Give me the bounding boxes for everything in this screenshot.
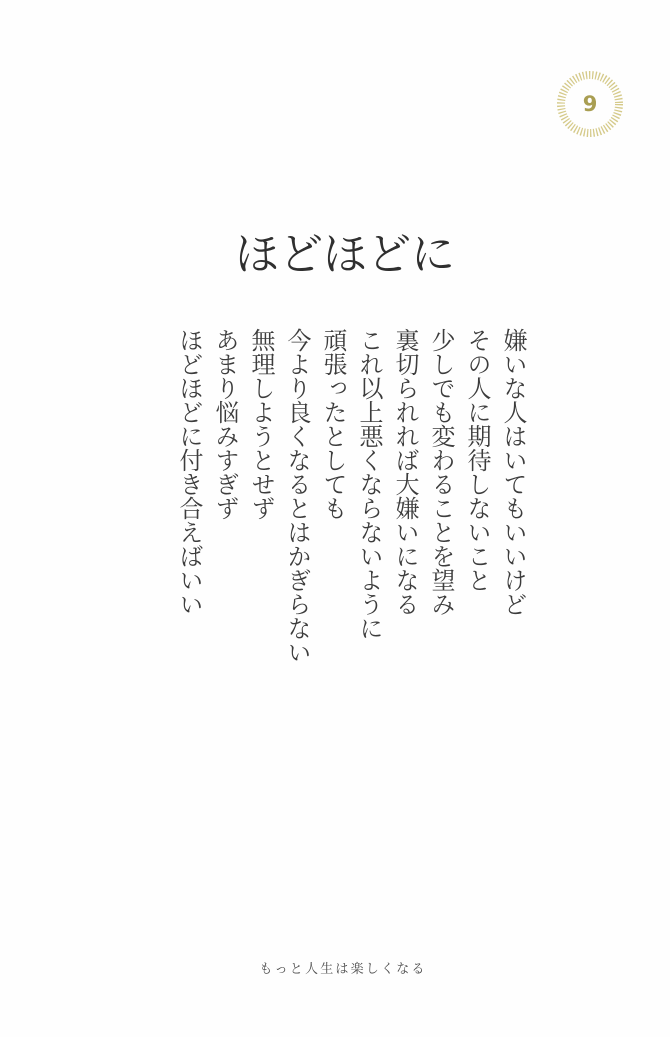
poem-line: 嫌いな人はいてもいいけど bbox=[499, 328, 525, 616]
poem-line: 少しでも変わることを望み bbox=[427, 328, 453, 616]
poem-line: 頑張ったとしても bbox=[319, 328, 345, 520]
page-title: ほどほどに bbox=[235, 230, 455, 279]
chapter-badge bbox=[550, 64, 630, 144]
poem bbox=[170, 328, 530, 678]
poem-line: 裏切られれば大嫌いになる bbox=[391, 328, 417, 616]
poem-line: あまり悩みすぎず bbox=[211, 328, 237, 520]
poem-line: 今より良くなるとはかぎらない bbox=[283, 328, 309, 664]
book-title-footer: もっと人生は楽しくなる bbox=[259, 961, 427, 976]
poem-line: その人に期待しないこと bbox=[463, 328, 489, 592]
poem-line: これ以上悪くならないように bbox=[355, 328, 381, 640]
poem-line: ほどほどに付き合えばいい bbox=[175, 328, 201, 616]
chapter-number: 9 bbox=[582, 92, 598, 116]
poem-line: 無理しようとせず bbox=[247, 328, 273, 520]
